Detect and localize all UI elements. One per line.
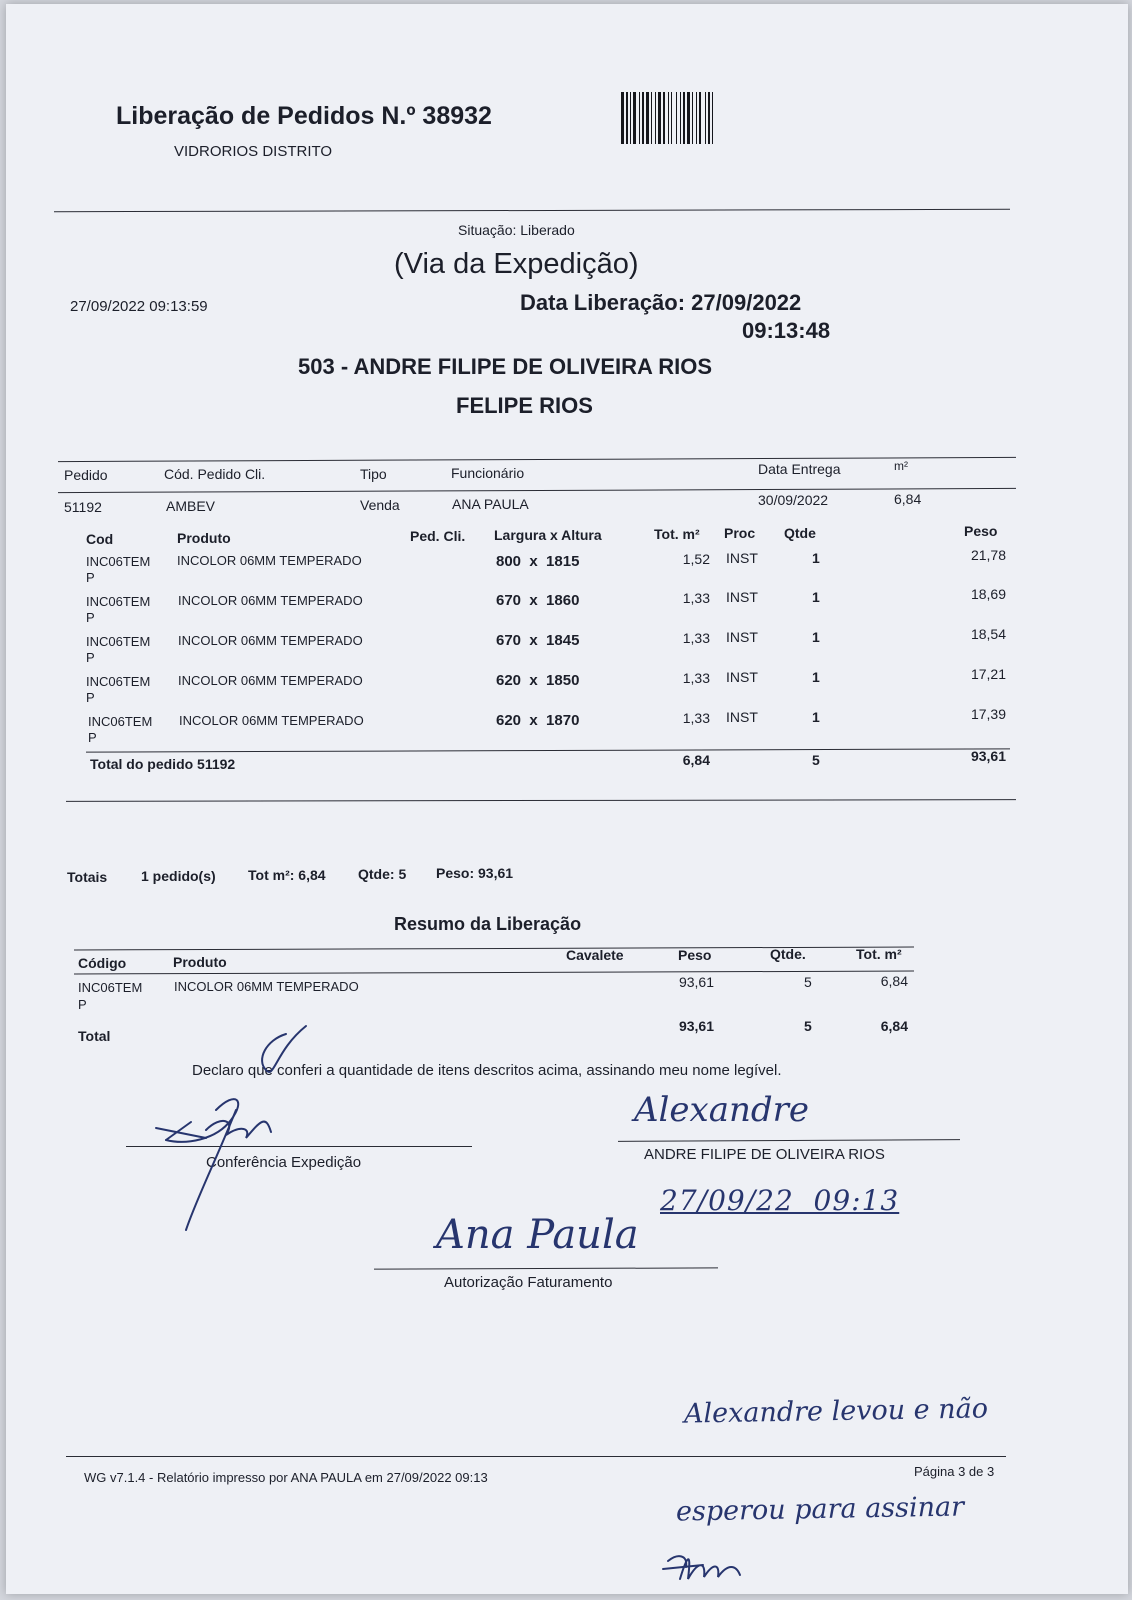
order-top-rule	[58, 457, 1016, 462]
resumo-tot-m2: 6,84	[880, 973, 908, 989]
totais-pedidos: 1 pedido(s)	[141, 868, 216, 884]
data-liberacao: Data Liberação: 27/09/2022	[520, 290, 802, 315]
item-cod-cont: P	[88, 730, 97, 745]
header-divider	[54, 209, 1010, 213]
conferencia-signature	[146, 1020, 326, 1234]
col-cod-pedido-cli: Cód. Pedido Cli.	[164, 466, 266, 482]
order-total-qtde: 5	[812, 752, 820, 768]
col-funcionario: Funcionário	[451, 465, 525, 481]
client-name: 503 - ANDRE FILIPE DE OLIVEIRA RIOS	[298, 354, 712, 379]
resumo-col-produto: Produto	[173, 954, 227, 970]
item-peso: 21,78	[970, 547, 1006, 563]
order-header-rule	[58, 488, 1016, 493]
footer-rule	[66, 1456, 1006, 1457]
item-proc: INST	[726, 629, 758, 645]
client-nickname: FELIPE RIOS	[456, 393, 593, 418]
order-bottom-rule	[66, 799, 1016, 802]
item-peso: 17,39	[970, 706, 1006, 722]
item-proc: INST	[726, 550, 758, 566]
items-col-peso: Peso	[964, 523, 998, 539]
totais-tot-m2: Tot m²: 6,84	[248, 867, 326, 883]
resumo-header-rule	[74, 971, 914, 975]
document-page	[6, 4, 1128, 1594]
item-dims: 800 x 1815	[496, 553, 580, 570]
item-qtde: 1	[812, 709, 820, 725]
resumo-total-peso: 93,61	[678, 1018, 714, 1034]
resumo-codigo-cont: P	[78, 997, 87, 1012]
note-initials	[658, 1539, 748, 1589]
item-produto: INCOLOR 06MM TEMPERADO	[179, 713, 364, 728]
item-cod: INC06TEM	[86, 554, 151, 569]
item-cod-cont: P	[86, 610, 95, 625]
col-pedido: Pedido	[64, 467, 108, 483]
handwritten-date: 27/09/22 09:13	[660, 1184, 900, 1217]
resumo-total-m2: 6,84	[880, 1018, 908, 1034]
item-cod: INC06TEM	[88, 714, 153, 729]
col-tipo: Tipo	[360, 466, 387, 482]
order-pedido: 51192	[64, 499, 102, 515]
item-dims: 670 x 1860	[496, 592, 580, 609]
order-total-peso: 93,61	[970, 748, 1006, 764]
items-col-largura-altura: Largura x Altura	[494, 527, 602, 543]
resumo-title: Resumo da Liberação	[394, 914, 582, 934]
item-tot-m2: 1,33	[682, 630, 710, 646]
autorizacao-signature: Ana Paula	[436, 1212, 639, 1258]
resumo-col-cavalete: Cavalete	[566, 947, 624, 963]
item-cod: INC06TEM	[86, 594, 151, 609]
declaration-text: Declaro que conferi a quantidade de itens descritos acima, assinando meu nome legível.	[192, 1062, 782, 1079]
item-proc: INST	[726, 589, 758, 605]
totais-label: Totais	[67, 869, 108, 885]
resumo-col-tot-m2: Tot. m²	[856, 946, 902, 962]
via-expedicao: (Via da Expedição)	[394, 248, 639, 280]
item-peso: 18,54	[970, 626, 1006, 642]
totais-qtde: Qtde: 5	[358, 866, 407, 882]
item-produto: INCOLOR 06MM TEMPERADO	[178, 673, 363, 688]
item-produto: INCOLOR 06MM TEMPERADO	[177, 553, 362, 568]
data-liberacao-time: 09:13:48	[742, 318, 831, 343]
item-peso: 17,21	[970, 666, 1006, 682]
resumo-col-peso: Peso	[678, 947, 712, 963]
item-cod-cont: P	[86, 570, 95, 585]
order-funcionario: ANA PAULA	[452, 496, 529, 512]
item-produto: INCOLOR 06MM TEMPERADO	[178, 633, 363, 648]
item-cod-cont: P	[86, 650, 95, 665]
item-proc: INST	[726, 669, 758, 685]
order-total-m2: 6,84	[682, 752, 710, 768]
handwritten-note-line2: esperou para assinar	[675, 1491, 965, 1528]
autorizacao-signature-line	[374, 1267, 718, 1269]
conferencia-label: Conferência Expedição	[206, 1154, 362, 1171]
resumo-col-qtde: Qtde.	[770, 946, 806, 962]
item-tot-m2: 1,33	[682, 670, 710, 686]
item-produto: INCOLOR 06MM TEMPERADO	[178, 593, 363, 608]
document-title: Liberação de Pedidos N.º 38932	[116, 102, 492, 130]
item-qtde: 1	[812, 589, 820, 605]
item-cod: INC06TEM	[86, 634, 151, 649]
order-cod-pedido-cli: AMBEV	[166, 498, 216, 514]
item-peso: 18,69	[970, 586, 1006, 602]
print-datetime: 27/09/2022 09:13:59	[70, 298, 208, 315]
items-col-qtde: Qtde	[784, 525, 816, 541]
items-col-tot-m2: Tot. m²	[654, 526, 700, 542]
order-data-entrega: 30/09/2022	[758, 492, 829, 508]
order-total-label: Total do pedido 51192	[90, 756, 236, 772]
resumo-total-qtde: 5	[804, 1018, 812, 1034]
item-cod: INC06TEM	[86, 674, 151, 689]
footer-printed-by: WG v7.1.4 - Relatório impresso por ANA PAULA em 27/09/2022 09:13	[84, 1470, 488, 1485]
item-tot-m2: 1,52	[682, 551, 710, 567]
resumo-col-codigo: Código	[78, 955, 127, 971]
resumo-produto: INCOLOR 06MM TEMPERADO	[174, 979, 359, 994]
cliente-label: ANDRE FILIPE DE OLIVEIRA RIOS	[644, 1146, 885, 1163]
item-qtde: 1	[812, 550, 820, 566]
item-tot-m2: 1,33	[682, 590, 710, 606]
resumo-peso: 93,61	[678, 974, 714, 990]
items-total-rule	[86, 748, 1010, 752]
item-qtde: 1	[812, 629, 820, 645]
col-data-entrega: Data Entrega	[758, 461, 841, 477]
items-col-produto: Produto	[177, 530, 231, 546]
barcode	[619, 92, 789, 144]
items-col-proc: Proc	[724, 525, 756, 541]
order-tipo: Venda	[360, 497, 400, 513]
col-m2: m²	[894, 459, 908, 473]
item-dims: 670 x 1845	[496, 632, 580, 649]
resumo-qtde: 5	[804, 974, 812, 990]
footer-page-number: Página 3 de 3	[914, 1464, 995, 1479]
resumo-codigo: INC06TEM	[78, 980, 143, 995]
cliente-signature: Alexandre	[634, 1090, 810, 1130]
item-tot-m2: 1,33	[682, 710, 710, 726]
totais-peso: Peso: 93,61	[436, 865, 514, 881]
autorizacao-label: Autorização Faturamento	[444, 1274, 613, 1291]
item-qtde: 1	[812, 669, 820, 685]
company-name: VIDRORIOS DISTRITO	[174, 143, 333, 160]
item-dims: 620 x 1870	[496, 712, 580, 729]
order-m2: 6,84	[894, 491, 922, 507]
item-proc: INST	[726, 709, 758, 725]
items-col-cod: Cod	[86, 531, 114, 547]
item-cod-cont: P	[86, 690, 95, 705]
item-dims: 620 x 1850	[496, 672, 580, 689]
handwritten-note-line1: Alexandre levou e não	[683, 1393, 989, 1430]
cliente-signature-line	[618, 1139, 960, 1142]
situacao: Situação: Liberado	[458, 222, 575, 238]
items-col-ped-cli: Ped. Cli.	[410, 528, 466, 544]
resumo-total-label: Total	[78, 1028, 111, 1044]
